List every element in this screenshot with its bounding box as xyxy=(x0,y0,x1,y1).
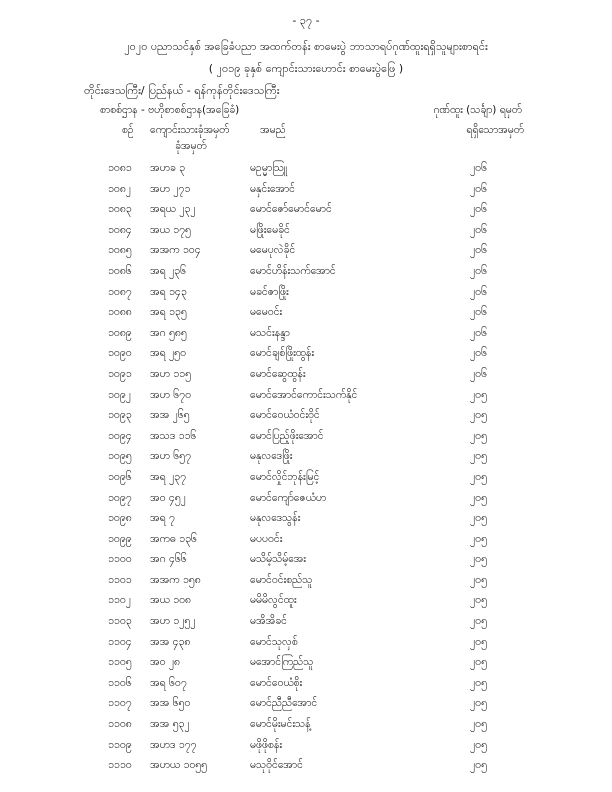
row-name: မောင်ဟိန်းသက်အောင် xyxy=(250,264,336,277)
table-row xyxy=(0,675,612,696)
table-row xyxy=(0,325,612,346)
row-roll-no: အရ ၂၃၇ xyxy=(150,470,186,483)
row-roll-no: အရ ၂၅၀ xyxy=(150,347,186,360)
row-roll-no: အအ ၂၆၅ xyxy=(150,409,190,422)
row-roll-no: အကဓ ၁၃၆ xyxy=(150,532,197,545)
table-row xyxy=(0,716,612,737)
row-score: ၂၀၅ xyxy=(470,532,487,545)
row-number: ၁၀၉၆ xyxy=(108,470,132,483)
table-row xyxy=(0,387,612,408)
row-roll-no: အဟခ ၃ xyxy=(150,162,186,174)
row-number: ၁၁၀၅ xyxy=(108,656,132,669)
header-result: ရရှိသောအမှတ် xyxy=(466,124,524,136)
row-number: ၁၀၉၇ xyxy=(108,491,132,504)
row-name: မသုဝိုင်အောင် xyxy=(250,759,303,772)
row-score: ၂၀၆ xyxy=(470,203,487,216)
header-name: အမည် xyxy=(260,124,286,136)
table-row xyxy=(0,592,612,613)
row-name: မဖြိုးမေခိုင် xyxy=(250,223,290,236)
row-roll-no: အဟယ ၁၀၅၅ xyxy=(150,759,208,772)
row-name: မဥမ္မာသြူ xyxy=(250,162,288,174)
row-name: မမေဝင်း xyxy=(250,306,283,319)
row-name: မအောင်ကြည်သူ xyxy=(250,656,314,669)
row-roll-no: အအက ၁၅၈ xyxy=(150,573,201,586)
row-name: မောင်ပြည့်ဖိုးအောင် xyxy=(250,429,324,442)
row-number: ၁၁၀၀ xyxy=(108,553,132,566)
table-row xyxy=(0,304,612,325)
row-roll-no: အဂ ၅၈၅ xyxy=(150,326,187,339)
row-number: ၁၀၈၆ xyxy=(108,264,132,277)
row-score: ၂၀၅ xyxy=(470,553,487,566)
row-roll-no: အအ ၅၃၂ xyxy=(150,718,190,731)
row-roll-no: အအ ၆၅၀ xyxy=(150,697,191,710)
table-row xyxy=(0,242,612,263)
document-subtitle: ( ၂၀၁၉ ခုနှစ် ကျောင်းသားဟောင်း စာမေးပွဲဖြေ ) xyxy=(208,62,404,75)
row-score: ၂၀၅ xyxy=(470,635,487,648)
row-number: ၁၀၉၁ xyxy=(108,367,132,380)
row-roll-no: အရ ၁၃၅ xyxy=(150,306,187,319)
row-name: မောင်ကျော်ဇေယံဟ xyxy=(250,491,327,504)
table-row xyxy=(0,490,612,511)
row-roll-no: အဟ ၁၁၅ xyxy=(150,367,191,380)
row-name: မောင်ဇော်မောင်မောင် xyxy=(250,203,332,216)
row-score: ၂၀၆ xyxy=(470,347,487,360)
row-score: ၂၀၅ xyxy=(470,718,487,731)
row-roll-no: အဟဒ ၁၇၇ xyxy=(150,738,197,751)
row-name: မနုလဒေသွန်း xyxy=(250,512,301,525)
row-number: ၁၀၉၉ xyxy=(108,532,132,545)
row-name: မောင်ဝေယံဝင်းဝိုင် xyxy=(250,409,320,422)
row-name: မောင်ဝင်းစည်သူ xyxy=(250,573,313,586)
row-name: မသင်းနန္ဒာ xyxy=(250,326,290,339)
row-number: ၁၀၉၄ xyxy=(108,429,132,442)
row-name: မမေပုလဲခိုင် xyxy=(250,244,296,257)
row-score: ၂၀၅ xyxy=(470,409,487,422)
row-score: ၂၀၆ xyxy=(470,244,487,257)
table-row xyxy=(0,572,612,593)
row-name: မောင်မိုးမင်းသန့် xyxy=(250,718,311,731)
row-name: မပပဝင်း xyxy=(250,532,283,545)
table-row xyxy=(0,510,612,531)
row-number: ၁၁၀၉ xyxy=(108,738,132,751)
row-roll-no: အဟ ၁၂၅၂ xyxy=(150,615,196,628)
row-number: ၁၁၁၀ xyxy=(108,759,132,772)
row-roll-no: အဝ ၄၅၂ xyxy=(150,491,186,504)
row-number: ၁၁၀၈ xyxy=(108,718,132,731)
row-number: ၁၀၉၅ xyxy=(108,450,132,463)
row-score: ၂၀၆ xyxy=(470,182,487,195)
row-score: ၂၀၆ xyxy=(470,306,487,319)
row-score: ၂၀၆ xyxy=(470,326,487,339)
row-name: မဖိုဖိုစန်း xyxy=(250,738,283,751)
row-score: ၂၀၆ xyxy=(470,367,487,380)
row-score: ၂၀၅ xyxy=(470,759,487,772)
row-roll-no: အအက ၁၀၄ xyxy=(150,244,201,257)
row-score: ၂၀၅ xyxy=(470,738,487,751)
table-row xyxy=(0,757,612,778)
row-number: ၁၀၈၁ xyxy=(108,162,132,174)
row-roll-no: အအ ၄၃၈ xyxy=(150,635,191,648)
row-roll-no: အဟ ၂၇၁ xyxy=(150,182,191,195)
table-row xyxy=(0,654,612,675)
row-roll-no: အဟ ၆၅၇ xyxy=(150,450,191,463)
row-roll-no: အရ ၂၃၆ xyxy=(150,264,186,277)
table-row xyxy=(0,448,612,469)
row-roll-no: အယ ၁၀၈ xyxy=(150,594,191,607)
row-name: မောင်ဆွေထွန်း xyxy=(250,367,306,380)
row-number: ၁၀၈၂ xyxy=(108,182,131,195)
row-name: မနှင်းအောင် xyxy=(250,182,295,195)
row-number: ၁၁၀၃ xyxy=(108,615,132,628)
row-name: မောင်သုလှစ် xyxy=(250,635,298,648)
table-row xyxy=(0,160,612,181)
row-number: ၁၁၀၆ xyxy=(108,676,132,689)
table-row xyxy=(0,284,612,305)
row-number: ၁၁၀၁ xyxy=(108,573,132,586)
row-number: ၁၀၉၃ xyxy=(108,409,132,422)
row-score: ၂၀၅ xyxy=(470,656,487,669)
row-score: ၂၀၅ xyxy=(470,388,487,401)
row-name: မောင်အောင်ကောင်းသက်နိုင် xyxy=(250,388,358,401)
table-row xyxy=(0,201,612,222)
row-roll-no: အသဒ ၁၁၆ xyxy=(150,429,197,442)
table-row xyxy=(0,222,612,243)
row-score: ၂၀၅ xyxy=(470,470,487,483)
row-score: ၂၀၆ xyxy=(470,223,487,236)
header-no: စဉ် xyxy=(122,124,134,136)
exam-center-line: စာစစ်ဌာန - ဗဟိုစာစစ်ဌာန(အခြေခံ) xyxy=(100,104,240,116)
row-number: ၁၁၀၂ xyxy=(108,594,131,607)
row-name: မနုလဒေဖြိုး xyxy=(250,450,293,463)
row-roll-no: အရ ၇ xyxy=(150,512,175,525)
row-roll-no: အဝ ၂၈ xyxy=(150,656,181,669)
row-roll-no: အရယ ၂၃၂ xyxy=(150,203,196,216)
subject-line: ဂုဏ်ထူး (သင်္ချာ) ရမှတ် xyxy=(433,104,522,116)
row-number: ၁၀၈၃ xyxy=(108,203,132,216)
row-score: ၂၀၅ xyxy=(470,697,487,710)
row-number: ၁၀၉၂ xyxy=(108,388,131,401)
row-score: ၂၀၅ xyxy=(470,429,487,442)
row-score: ၂၀၅ xyxy=(470,491,487,504)
row-score: ၂၀၅ xyxy=(470,594,487,607)
row-score: ၂၀၆ xyxy=(470,285,487,298)
table-row xyxy=(0,181,612,202)
table-row xyxy=(0,737,612,758)
row-score: ၂၀၅ xyxy=(470,573,487,586)
row-score: ၂၀၅ xyxy=(470,512,487,525)
row-name: မောင်ချစ်ဖြိုးထွန်း xyxy=(250,347,314,360)
header-roll-no-2: ခုံအမှတ် xyxy=(175,140,207,152)
region-line: တိုင်းဒေသကြီး/ ပြည်နယ် - ရန်ကုန်တိုင်းဒေသကြီး xyxy=(84,84,280,97)
row-name: မသိမ့်သိမ့်အေး xyxy=(250,553,306,566)
table-row xyxy=(0,469,612,490)
row-number: ၁၁၀၄ xyxy=(108,635,132,648)
row-roll-no: အရ ၆၀၇ xyxy=(150,676,187,689)
row-score: ၂၀၅ xyxy=(470,450,487,463)
document-title: ၂၀၂၀ ပညာသင်နှစ် အခြေခံပညာ အထက်တန်း စာမေးပွဲ ဘာသာရပ်ဂုဏ်ထူးရရှိသူများစာရင်း xyxy=(124,40,488,53)
table-row xyxy=(0,263,612,284)
table-row xyxy=(0,531,612,552)
row-roll-no: အဟ ၆၇၀ xyxy=(150,388,191,401)
row-name: မမိမိလွင်ထူး xyxy=(250,594,297,607)
table-row xyxy=(0,345,612,366)
row-score: ၂၀၅ xyxy=(470,615,487,628)
row-name: မောင်ညီညီအောင် xyxy=(250,697,318,710)
row-name: မခင်ဇာဖြိုး xyxy=(250,285,289,298)
row-roll-no: အဂ ၄၆၆ xyxy=(150,553,187,566)
row-number: ၁၀၈၇ xyxy=(108,285,132,298)
row-roll-no: အရ ၁၄၃ xyxy=(150,285,187,298)
table-row xyxy=(0,695,612,716)
header-roll-no: ကျောင်းသားခုံအမှတ် xyxy=(150,124,230,136)
row-number: ၁၀၈၄ xyxy=(108,223,132,236)
results-list xyxy=(0,160,612,778)
row-name: မောင်ဝေယံစိုး xyxy=(250,676,303,689)
table-row xyxy=(0,407,612,428)
table-row xyxy=(0,634,612,655)
row-name: မအိအိခင် xyxy=(250,615,288,628)
row-roll-no: အယ ၁၇၅ xyxy=(150,223,191,236)
row-score: ၂၀၆ xyxy=(470,264,487,277)
table-row xyxy=(0,613,612,634)
row-score: ၂၀၅ xyxy=(470,676,487,689)
row-number: ၁၀၈၅ xyxy=(108,244,132,257)
row-score: ၂၀၆ xyxy=(470,162,487,174)
row-name: မောင်လှိုင်ဘုန်းမြင့် xyxy=(250,470,320,483)
table-row xyxy=(0,428,612,449)
table-row xyxy=(0,551,612,572)
table-row xyxy=(0,366,612,387)
page-number: - ၃၇ - xyxy=(292,14,320,27)
row-number: ၁၀၉၀ xyxy=(108,347,132,360)
row-number: ၁၀၈၈ xyxy=(108,306,132,319)
row-number: ၁၀၈၉ xyxy=(108,326,132,339)
row-number: ၁၀၉၈ xyxy=(108,512,132,525)
row-number: ၁၁၀၇ xyxy=(108,697,132,710)
